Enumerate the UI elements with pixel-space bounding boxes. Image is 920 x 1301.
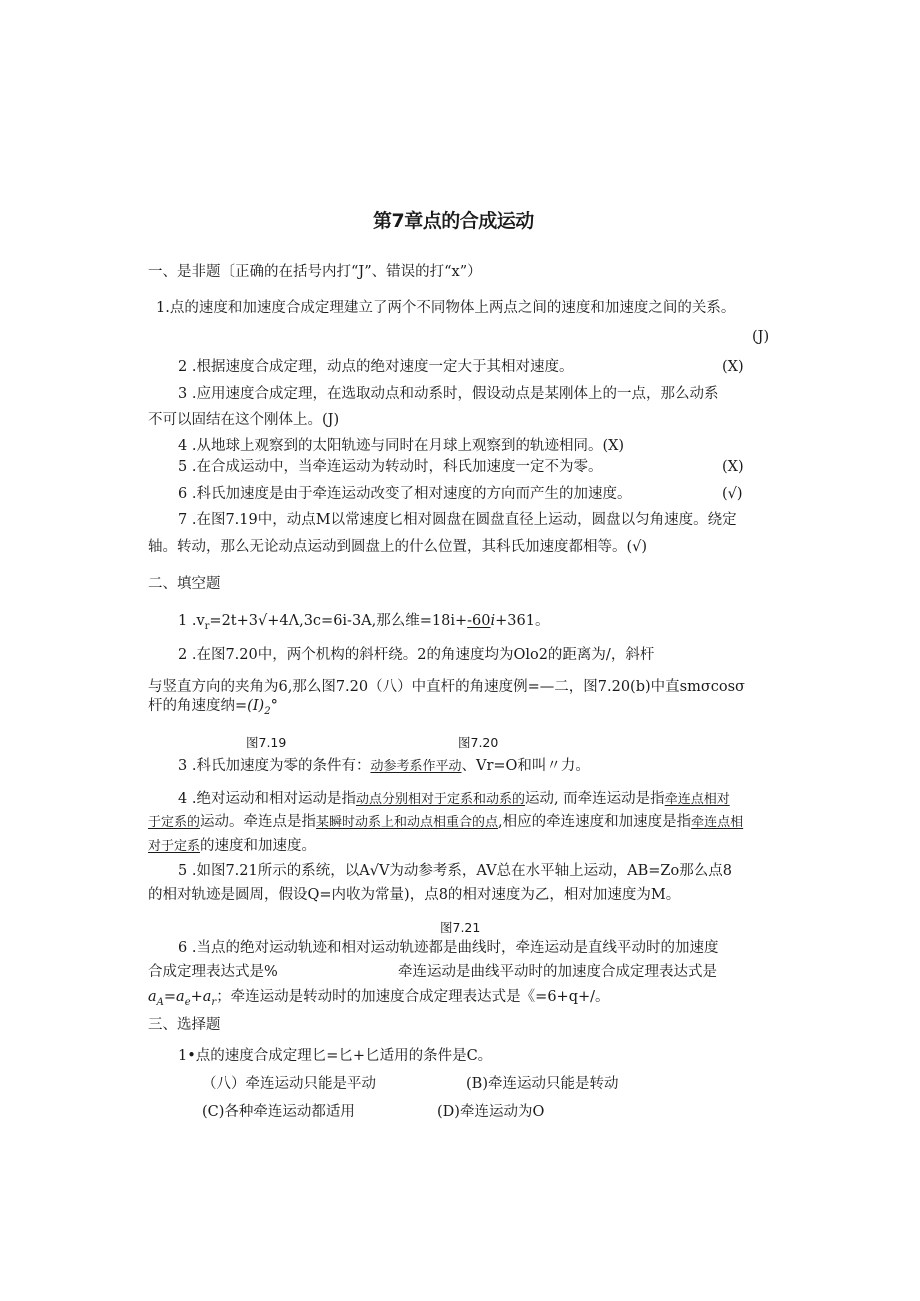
section-heading-multiple-choice: 三、选择题 xyxy=(148,1017,221,1033)
choice-option-c: (C)各种牵连运动都适用 xyxy=(202,1104,355,1120)
tf-question-2: 2 .根据速度合成定理，动点的绝对速度一定大于其相对速度。 xyxy=(178,359,574,375)
fill-question-4: 4 .绝对运动和相对运动是指动点分别相对于定系和动系的运动, 而牵连运动是指牵连点相对 xyxy=(178,791,730,807)
fill-question-4-cont2: 对于定系的速度和加速度。 xyxy=(148,838,317,854)
tf-question-3: 3 .应用速度合成定理，在选取动点和动系时，假设动点是某刚体上的一点，那么动系 xyxy=(178,386,719,402)
tf-question-4: 4 .从地球上观察到的太阳轨迹与同时在月球上观察到的轨迹相同。(X) xyxy=(178,438,625,454)
tf-answer-2: (X) xyxy=(722,359,744,375)
fill-question-5: 5 .如图7.21所示的系统，以A√V为动参考系，AV总在水平轴上运动，AB=Zo那么点8 xyxy=(178,863,732,879)
tf-question-6: 6 .科氏加速度是由于牵连运动改变了相对速度的方向而产生的加速度。 xyxy=(178,486,632,502)
fill-question-2-cont: 与竖直方向的夹角为6,那么图7.20（八）中直杆的角速度例=—二，图7.20(b)中直smσcosσ xyxy=(148,679,745,695)
fill-question-3: 3 .科氏加速度为零的条件有：动参考系作平动、Vr=O和叫〃力。 xyxy=(178,758,590,774)
tf-answer-6: (√) xyxy=(722,486,743,502)
tf-question-1: 1.点的速度和加速度合成定理建立了两个不同物体上两点之间的速度和加速度之间的关系。 xyxy=(156,300,736,316)
figure-caption-7-21: 图7.21 xyxy=(440,920,481,935)
tf-question-5: 5 .在合成运动中，当牵连运动为转动时，科氏加速度一定不为零。 xyxy=(178,459,603,475)
fill-question-2-cont2: 杆的角速度纳$=(I)_2^\circ$ xyxy=(148,698,278,717)
choice-option-b: (B)牵连运动只能是转动 xyxy=(466,1076,619,1092)
page-title: 第7章点的合成运动 xyxy=(373,210,534,232)
fill-question-6-cont2: $a_A=a_e+a_r$；牵连运动是转动时的加速度合成定理表达式是《=6+q+/。 xyxy=(148,989,610,1008)
tf-question-7-cont: 轴。转动，那么无论动点运动到圆盘上的什么位置，其科氏加速度都相等。(√) xyxy=(148,539,648,555)
fill-question-6-cont: 合成定理表达式是% xyxy=(148,964,278,980)
choice-option-d: (D)牵连运动为O xyxy=(437,1104,545,1120)
section-heading-fill-blank: 二、填空题 xyxy=(148,576,221,592)
tf-question-7: 7 .在图7.19中，动点M以常速度匕相对圆盘在圆盘直径上运动，圆盘以匀角速度。绕定 xyxy=(178,512,737,528)
section-heading-true-false: 一、是非题〔正确的在括号内打“J”、错误的打“x”） xyxy=(148,264,482,280)
tf-answer-5: (X) xyxy=(722,459,744,475)
fill-question-5-cont: 的相对轨迹是圆周，假设Q=内收为常量)，点8的相对速度为乙，相对加速度为M。 xyxy=(148,887,681,903)
fill-question-6: 6 .当点的绝对运动轨迹和相对运动轨迹都是曲线时，牵连运动是直线平动时的加速度 xyxy=(178,940,719,956)
fill-question-4-cont: 于定系的运动。牵连点是指某瞬时动系上和动点相重合的点,相应的牵连速度和加速度是指牵连点相 xyxy=(148,814,744,830)
fill-question-6-cont-b: 牵连运动是曲线平动时的加速度合成定理表达式是 xyxy=(398,964,717,980)
choice-question-1: 1•点的速度合成定理匕=匕+匕适用的条件是C。 xyxy=(178,1048,493,1064)
fill-question-2: 2 .在图7.20中，两个机构的斜杆绕。2的角速度均为Olo2的距离为/，斜杆 xyxy=(178,647,655,663)
fill-question-1: 1 $.v_r=2t+3√+4\Lambda,3c=6i-3A$,那么维=18i+-60i+361。 xyxy=(178,613,550,632)
figure-caption-7-19: 图7.19 xyxy=(246,735,287,750)
choice-option-a: （八）牵连运动只能是平动 xyxy=(202,1076,376,1092)
tf-answer-1: (J) xyxy=(752,329,770,345)
figure-caption-7-20: 图7.20 xyxy=(458,735,499,750)
tf-question-3-cont: 不可以固结在这个刚体上。(J) xyxy=(148,412,340,428)
